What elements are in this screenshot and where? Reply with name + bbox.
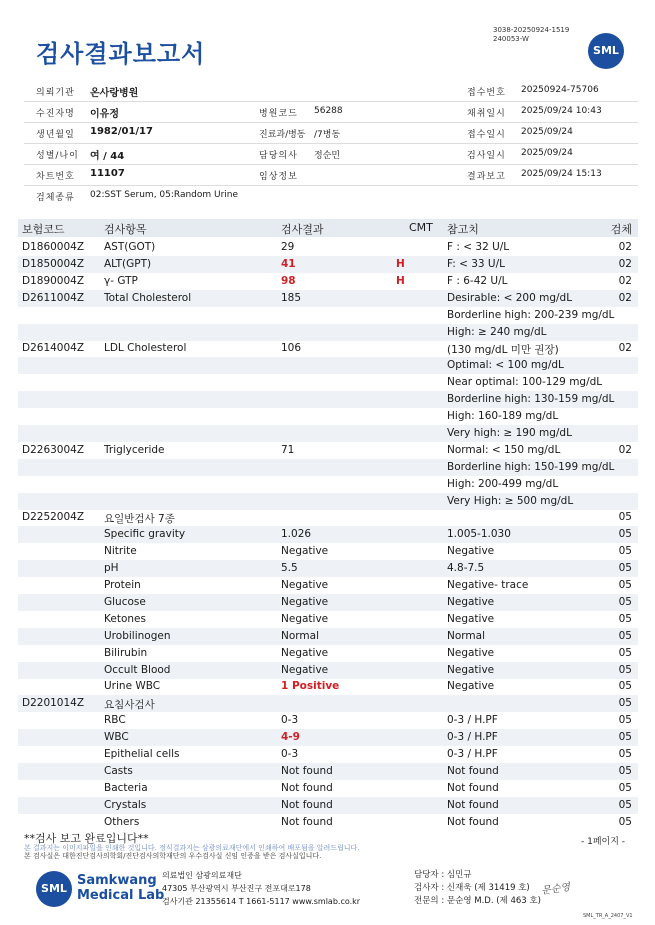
cell-ref: Normal: < 150 mg/dL xyxy=(447,443,561,456)
info-row xyxy=(24,122,638,144)
cell-ref: F : < 32 U/L xyxy=(447,241,510,253)
table-row xyxy=(18,662,638,679)
cell-result: 1.026 xyxy=(281,528,312,541)
table-row xyxy=(18,476,638,493)
cell-ref: Borderline high: 130-159 mg/dL xyxy=(447,393,615,406)
chart-value: 11107 xyxy=(90,168,125,179)
cell-ref: Not found xyxy=(447,815,499,828)
cell-result: 185 xyxy=(281,291,302,304)
cell-result: Not found xyxy=(281,764,333,777)
table-row xyxy=(18,645,638,662)
cell-result: Not found xyxy=(281,815,333,828)
report-value: 2025/09/24 15:13 xyxy=(521,169,602,179)
cell-specimen: 02 xyxy=(618,241,632,253)
chart-label: 차트번호 xyxy=(36,172,75,182)
col-ref: 참고치 xyxy=(447,223,479,236)
cell-result: 71 xyxy=(281,443,295,456)
page-title: 검사결과보고서 xyxy=(36,40,206,68)
col-specimen: 검체 xyxy=(610,223,632,236)
table-row xyxy=(18,307,638,324)
col-code: 보험코드 xyxy=(22,223,65,236)
sml-logo: SML xyxy=(588,33,624,69)
cell-specimen: 02 xyxy=(618,443,632,456)
cell-ref: Not found xyxy=(447,781,499,794)
cell-ref: Negative xyxy=(447,663,495,676)
cell-specimen: 05 xyxy=(618,781,632,794)
cell-specimen: 05 xyxy=(618,697,632,710)
results-table-header xyxy=(18,219,638,237)
cell-specimen: 05 xyxy=(618,680,632,693)
footer-logo: SML xyxy=(36,871,72,907)
table-row xyxy=(18,611,638,628)
cell-ref: Optimal: < 100 mg/dL xyxy=(447,359,564,372)
table-row xyxy=(18,780,638,797)
cell-result: 41 xyxy=(281,257,296,270)
table-row xyxy=(18,526,638,543)
cell-name: Bacteria xyxy=(104,781,148,794)
cell-result: Not found xyxy=(281,798,333,811)
col-result: 검사결과 xyxy=(281,223,324,236)
cell-ref: Negative xyxy=(447,680,495,693)
table-row xyxy=(18,560,638,577)
accession-value: 20250924-75706 xyxy=(521,85,599,95)
cell-name: Ketones xyxy=(104,612,146,625)
cell-code: D1860004Z xyxy=(22,241,85,253)
dept-value: /7병동 xyxy=(314,130,341,140)
cell-specimen: 05 xyxy=(618,612,632,625)
cell-result: Negative xyxy=(281,595,329,608)
hospcode-label: 병원코드 xyxy=(259,109,298,119)
info-row xyxy=(24,80,638,102)
receive-label: 접수일시 xyxy=(467,130,506,140)
table-row xyxy=(18,256,638,273)
cell-name: LDL Cholesterol xyxy=(104,342,187,355)
cell-ref: F: < 33 U/L xyxy=(447,257,506,270)
sexage-label: 성별/나이 xyxy=(36,151,79,161)
cell-result: 106 xyxy=(281,342,302,355)
cell-name: Urine WBC xyxy=(104,680,161,693)
cell-ref: 0-3 / H.PF xyxy=(447,748,498,760)
cell-code: D2263004Z xyxy=(22,443,85,456)
test-value: 2025/09/24 xyxy=(521,148,573,158)
cell-specimen: 05 xyxy=(618,764,632,777)
cell-ref: High: ≥ 240 mg/dL xyxy=(447,325,547,338)
cell-ref: High: 200-499 mg/dL xyxy=(447,477,559,490)
clinical-label: 임상정보 xyxy=(259,172,298,182)
cell-specimen: 02 xyxy=(618,342,632,355)
cell-ref: High: 160-189 mg/dL xyxy=(447,410,559,422)
hospital-value: 온사랑병원 xyxy=(90,88,139,99)
footer-org-info: 의료법인 삼광의료재단 47305 부산광역시 부산진구 전포대로178 검사기관 21355614 T 1661-5117 www.smlab.co.kr xyxy=(162,871,361,906)
cell-name: Protein xyxy=(104,579,141,591)
cell-result: Negative xyxy=(281,612,329,625)
hospital-label: 의뢰기관 xyxy=(36,88,75,98)
table-row xyxy=(18,678,638,695)
cell-name: Triglyceride xyxy=(104,443,165,456)
sexage-value: 여 / 44 xyxy=(90,151,125,162)
table-row xyxy=(18,374,638,391)
cell-specimen: 05 xyxy=(618,663,632,676)
cell-specimen: 02 xyxy=(618,291,632,304)
cell-name: Others xyxy=(104,815,140,828)
col-cmt: CMT xyxy=(409,221,433,234)
cell-specimen: 05 xyxy=(618,748,632,760)
table-row xyxy=(18,357,638,374)
dob-label: 생년월일 xyxy=(36,130,75,140)
cell-ref: 0-3 / H.PF xyxy=(447,731,498,744)
cell-result: 0-3 xyxy=(281,714,299,727)
cell-specimen: 05 xyxy=(618,545,632,558)
cell-ref: Negative xyxy=(447,646,495,659)
patient-value: 이유정 xyxy=(90,109,119,120)
receive-value: 2025/09/24 xyxy=(521,127,573,137)
cell-result: 4-9 xyxy=(281,731,300,744)
table-row xyxy=(18,729,638,746)
cell-ref: Normal xyxy=(447,629,485,642)
cell-result: 1 Positive xyxy=(281,680,340,693)
table-row xyxy=(18,746,638,763)
table-row xyxy=(18,459,638,476)
cell-specimen: 05 xyxy=(618,629,632,642)
cell-ref: Not found xyxy=(447,798,499,811)
cell-result: Not found xyxy=(281,781,333,794)
table-row xyxy=(18,763,638,780)
info-row xyxy=(24,185,638,206)
report-complete: **검사 보고 완료입니다** xyxy=(24,832,149,845)
table-row xyxy=(18,712,638,729)
table-row xyxy=(18,814,638,831)
cell-result: 29 xyxy=(281,241,295,253)
cell-name: pH xyxy=(104,562,119,575)
specimen-value: 02:SST Serum, 05:Random Urine xyxy=(90,190,239,200)
cell-result: 5.5 xyxy=(281,562,298,575)
cell-specimen: 05 xyxy=(618,646,632,659)
cell-ref: 1.005-1.030 xyxy=(447,528,511,541)
cell-result: Normal xyxy=(281,629,319,642)
cell-result: Negative xyxy=(281,663,329,676)
table-row xyxy=(18,273,638,290)
table-row xyxy=(18,594,638,611)
cell-specimen: 05 xyxy=(618,798,632,811)
cell-result: Negative xyxy=(281,579,329,591)
col-name: 검사항목 xyxy=(104,223,147,236)
cell-name: Total Cholesterol xyxy=(104,291,192,304)
report-label: 결과보고 xyxy=(467,172,506,182)
cell-result: Negative xyxy=(281,545,329,558)
dob-value: 1982/01/17 xyxy=(90,126,153,137)
collect-value: 2025/09/24 10:43 xyxy=(521,106,602,116)
cell-code: D2611004Z xyxy=(22,291,85,304)
cell-ref: Negative- trace xyxy=(447,579,529,591)
cell-flag: H xyxy=(396,274,405,287)
collect-label: 채취일시 xyxy=(467,109,506,119)
cell-name: γ- GTP xyxy=(104,274,138,287)
table-row xyxy=(18,695,638,712)
table-row xyxy=(18,324,638,341)
info-row xyxy=(24,143,638,165)
table-row xyxy=(18,340,638,357)
table-row xyxy=(18,391,638,408)
cell-specimen: 02 xyxy=(618,274,632,287)
cell-ref: (130 mg/dL 미만 권장) xyxy=(447,344,559,357)
test-label: 검사일시 xyxy=(467,151,506,161)
cell-specimen: 05 xyxy=(618,562,632,575)
footer-brand: Samkwang Medical Lab xyxy=(77,873,165,903)
cell-name: 요침사검사 xyxy=(104,699,155,712)
cell-specimen: 05 xyxy=(618,714,632,727)
table-row xyxy=(18,577,638,594)
cell-name: 요일반검사 7종 xyxy=(104,513,175,526)
cell-ref: Very high: ≥ 190 mg/dL xyxy=(447,426,572,439)
cell-ref: Borderline high: 150-199 mg/dL xyxy=(447,460,615,473)
cell-name: Epithelial cells xyxy=(104,748,180,760)
cell-result: Negative xyxy=(281,646,329,659)
cell-ref: Not found xyxy=(447,764,499,777)
cell-specimen: 05 xyxy=(618,595,632,608)
cell-name: AST(GOT) xyxy=(104,241,156,253)
cell-ref: 0-3 / H.PF xyxy=(447,714,498,727)
cell-ref: Negative xyxy=(447,612,495,625)
doctor-value: 정순민 xyxy=(314,151,341,161)
cell-name: Crystals xyxy=(104,798,147,811)
print-notice: 본 결과지는 이미지파일을 인쇄한 것입니다. 정식결과지는 삼광의료재단에서 인쇄하여 배포됨을 알려드립니다. xyxy=(24,844,360,852)
cell-result: 98 xyxy=(281,274,296,287)
table-row xyxy=(18,408,638,425)
cell-code: D1850004Z xyxy=(22,257,85,270)
cell-specimen: 05 xyxy=(618,579,632,591)
cell-ref: F : 6-42 U/L xyxy=(447,274,508,287)
cell-specimen: 05 xyxy=(618,731,632,744)
table-row xyxy=(18,797,638,814)
document-id: 3038-20250924-1519 240053-W xyxy=(493,26,570,43)
cell-name: Urobilinogen xyxy=(104,629,171,642)
cell-code: D2201014Z xyxy=(22,697,85,710)
specimen-label: 검체종류 xyxy=(36,193,75,203)
signature: 문순영 xyxy=(540,882,571,897)
cell-ref: Very High: ≥ 500 mg/dL xyxy=(447,494,574,507)
table-row xyxy=(18,442,638,459)
cell-name: RBC xyxy=(104,714,126,727)
table-row xyxy=(18,290,638,307)
cell-specimen: 05 xyxy=(618,528,632,541)
doctor-label: 담당의사 xyxy=(259,151,298,161)
info-row xyxy=(24,164,638,186)
footer-staff: 담당자 : 심민규 검사자 : 신재욱 (제 31419 호) 전문의 : 문순영 M.D. (제 463 호) xyxy=(414,870,541,906)
cell-name: Occult Blood xyxy=(104,663,171,676)
cell-ref: 4.8-7.5 xyxy=(447,562,485,575)
cell-name: Glucose xyxy=(104,595,146,608)
accession-label: 접수번호 xyxy=(467,88,506,98)
table-row xyxy=(18,509,638,526)
cell-specimen: 05 xyxy=(618,815,632,828)
table-row xyxy=(18,425,638,442)
patient-label: 수진자명 xyxy=(36,109,75,119)
cert-notice: 본 검사실은 대한진단검사의학회/진단검사의학재단의 우수검사실 신임 인증을 받은 검사실입니다. xyxy=(24,852,322,860)
cell-specimen: 05 xyxy=(618,511,632,524)
hospcode-value: 56288 xyxy=(314,106,343,116)
cell-ref: Negative xyxy=(447,545,495,558)
table-row xyxy=(18,239,638,256)
cell-ref: Desirable: < 200 mg/dL xyxy=(447,291,573,304)
cell-code: D2614004Z xyxy=(22,342,85,355)
cell-code: D2252004Z xyxy=(22,511,85,524)
table-row xyxy=(18,543,638,560)
cell-ref: Borderline high: 200-239 mg/dL xyxy=(447,308,615,321)
cell-flag: H xyxy=(396,257,405,270)
cell-name: Casts xyxy=(104,764,133,777)
cell-code: D1890004Z xyxy=(22,274,85,287)
page-number: - 1페이지 - xyxy=(581,837,626,847)
table-row xyxy=(18,493,638,510)
info-row xyxy=(24,101,638,123)
cell-name: WBC xyxy=(104,731,129,744)
cell-ref: Near optimal: 100-129 mg/dL xyxy=(447,376,603,389)
form-id: SML_TR_A_2407_V1 xyxy=(583,913,633,919)
cell-name: Bilirubin xyxy=(104,646,148,659)
table-row xyxy=(18,628,638,645)
cell-name: Nitrite xyxy=(104,545,137,558)
cell-specimen: 02 xyxy=(618,257,632,270)
cell-ref: Negative xyxy=(447,595,495,608)
cell-name: Specific gravity xyxy=(104,528,186,541)
dept-label: 진료과/병동 xyxy=(259,130,306,140)
cell-name: ALT(GPT) xyxy=(104,257,152,270)
cell-result: 0-3 xyxy=(281,748,299,760)
